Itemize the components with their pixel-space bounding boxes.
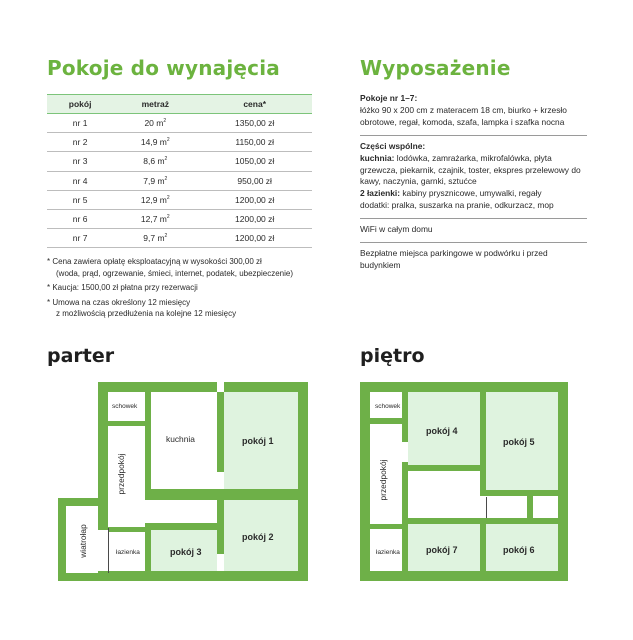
- price-cell: 1350,00 zł: [197, 114, 312, 133]
- area-unit: 2: [166, 195, 170, 202]
- wall: [98, 571, 308, 581]
- wall: [145, 523, 217, 530]
- table-row: [47, 209, 312, 228]
- wall: [558, 382, 568, 581]
- note-contract-text: * Umowa na czas określony 12 miesięcy: [47, 297, 191, 307]
- room-cell: nr 6: [47, 209, 113, 228]
- price-cell: 1200,00 zł: [197, 209, 312, 228]
- table-row: [47, 171, 312, 190]
- price-cell: 1150,00 zł: [197, 133, 312, 152]
- wall: [224, 382, 308, 392]
- area-unit: 2: [164, 175, 168, 182]
- label-bathroom: łazienka: [116, 549, 140, 556]
- wall: [480, 392, 486, 496]
- note-price: [47, 256, 322, 279]
- common-areas-head: Części wspólne:: [360, 140, 426, 151]
- table-header-row: [47, 95, 312, 114]
- label-room-5: pokój 5: [503, 437, 535, 447]
- door-line: [108, 528, 109, 573]
- table-row: [47, 114, 312, 133]
- note-price-sub: (woda, prąd, ogrzewanie, śmieci, internet, podatek, ubezpieczenie): [56, 268, 294, 278]
- column-header-price: cena*: [197, 95, 312, 114]
- label-hallway: przedpokój: [378, 459, 388, 501]
- table-row: [47, 152, 312, 171]
- note-contract: [47, 297, 322, 320]
- area-cell: [113, 229, 197, 248]
- kitchen-head: kuchnia:: [360, 152, 395, 163]
- wall: [98, 500, 108, 530]
- room-cell: nr 1: [47, 114, 113, 133]
- column-header-area: metraż: [113, 95, 197, 114]
- area-cell: [113, 171, 197, 190]
- wall: [408, 465, 486, 471]
- extras-text: dodatki: pralka, suszarka na pranie, odkurzacz, mop: [360, 200, 554, 211]
- bathroom-text: kabiny prysznicowe, umywalki, regały: [400, 188, 542, 199]
- divider: [360, 218, 587, 219]
- area-unit: 2: [163, 118, 167, 125]
- wall: [370, 524, 402, 529]
- kitchen-text: lodówka, zamrażarka, mikrofalówka, płyta grzewcza, piekarnik, czajnik, toster, ekspres przelewowy do kawy, naczynia, garnki, sztućce: [360, 152, 581, 187]
- price-cell: 950,00 zł: [197, 171, 312, 190]
- wall: [402, 462, 408, 524]
- note-price-text: * Cena zawiera opłatę eksploatacyjną w wysokości 300,00 zł: [47, 257, 262, 266]
- room-cell: nr 5: [47, 190, 113, 209]
- wall: [402, 524, 408, 571]
- room-cell: nr 7: [47, 229, 113, 248]
- parking-text: Bezpłatne miejsca parkingowe w podwórku i przed budynkiem: [360, 248, 548, 270]
- wall: [217, 500, 224, 554]
- rent-notes: [47, 256, 322, 323]
- area-value: 8,6 m: [143, 156, 165, 167]
- wall: [527, 490, 533, 524]
- wall: [402, 392, 408, 442]
- area-value: 14,9 m: [140, 137, 167, 148]
- area-unit: 2: [164, 156, 168, 163]
- label-room-4: pokój 4: [426, 426, 458, 436]
- rent-title: Pokoje do wynajęcia: [47, 56, 280, 80]
- wall: [360, 382, 370, 581]
- table-row: [47, 229, 312, 248]
- bathroom-head: 2 łazienki:: [360, 188, 401, 199]
- area-value: 20 m: [144, 118, 164, 129]
- area-value: 12,7 m: [140, 214, 167, 225]
- label-storage: schowek: [112, 403, 138, 410]
- price-cell: 1200,00 zł: [197, 229, 312, 248]
- label-vestibule: wiatrołap: [78, 524, 88, 558]
- area-value: 12,9 m: [140, 194, 167, 205]
- area-unit: 2: [166, 137, 170, 144]
- area-cell: [113, 133, 197, 152]
- rooms-equipment-head: Pokoje nr 1–7:: [360, 93, 418, 103]
- divider: [360, 135, 587, 136]
- divider: [360, 242, 587, 243]
- wall: [486, 490, 558, 496]
- label-room-2: pokój 2: [242, 532, 274, 542]
- room-cell: nr 3: [47, 152, 113, 171]
- note-deposit: * Kaucja: 1500,00 zł płatna przy rezerwacji: [47, 283, 198, 293]
- label-room-1: pokój 1: [242, 436, 274, 446]
- wall: [360, 382, 568, 392]
- note-contract-sub: z możliwością przedłużenia na kolejne 12 miesięcy: [56, 309, 237, 319]
- area-value: 9,7 m: [143, 233, 165, 244]
- wall: [298, 382, 308, 581]
- label-storage: schowek: [375, 403, 401, 410]
- area-value: 7,9 m: [143, 175, 165, 186]
- wall: [98, 382, 108, 500]
- table-row: [47, 190, 312, 209]
- room-cell: nr 2: [47, 133, 113, 152]
- area-cell: [113, 190, 197, 209]
- wall: [108, 421, 145, 426]
- wall: [145, 489, 308, 500]
- wall: [370, 418, 408, 424]
- door-line: [486, 497, 487, 518]
- wall: [145, 523, 151, 573]
- area-cell: [113, 114, 197, 133]
- room-cell: nr 4: [47, 171, 113, 190]
- price-cell: 1050,00 zł: [197, 152, 312, 171]
- area-cell: [113, 152, 197, 171]
- equipment-title: Wyposażenie: [360, 56, 511, 80]
- equipment-list: [360, 93, 587, 272]
- wifi-text: WiFi w całym domu: [360, 224, 433, 235]
- price-cell: 1200,00 zł: [197, 190, 312, 209]
- rooms-equipment-text: łóżko 90 x 200 cm z materacem 18 cm, biurko + krzesło obrotowe, regał, komoda, szafa, lampka i szafka nocna: [360, 104, 567, 127]
- wall: [145, 392, 151, 500]
- label-kitchen: kuchnia: [166, 434, 195, 444]
- label-room-6: pokój 6: [503, 545, 535, 555]
- area-unit: 2: [164, 233, 168, 240]
- rooms-table: [47, 94, 312, 248]
- table-row: [47, 133, 312, 152]
- wall: [108, 527, 145, 532]
- ground-floor-title: parter: [47, 345, 115, 367]
- common-areas: [360, 141, 587, 212]
- wall: [480, 518, 486, 571]
- upper-floor-title: piętro: [360, 345, 425, 367]
- area-cell: [113, 209, 197, 228]
- label-bathroom: łazienka: [376, 549, 400, 556]
- label-hallway: przedpokój: [116, 453, 126, 495]
- wall: [360, 571, 568, 581]
- label-room-3: pokój 3: [170, 547, 202, 557]
- wall: [98, 382, 217, 392]
- label-room-7: pokój 7: [426, 545, 458, 555]
- column-header-room: pokój: [47, 95, 113, 114]
- area-unit: 2: [166, 214, 170, 221]
- wall: [217, 392, 224, 472]
- wall: [58, 498, 66, 581]
- rooms-equipment: [360, 93, 587, 129]
- wall: [58, 573, 108, 581]
